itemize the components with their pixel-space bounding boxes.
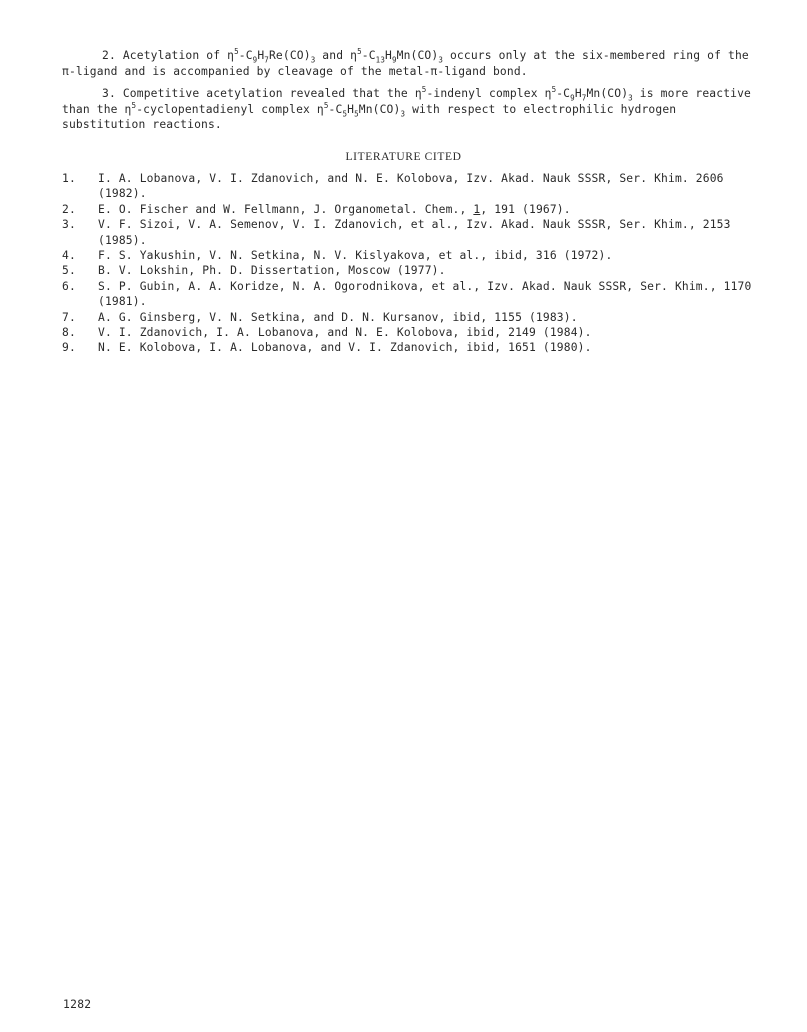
reference-number: 9. bbox=[62, 341, 76, 355]
superscript: 5 bbox=[131, 100, 137, 110]
reference-text: N. E. Kolobova, I. A. Lobanova, and V. I. Zdanovich, ibid, 1651 (1980). bbox=[98, 341, 592, 355]
subscript: 9 bbox=[570, 93, 575, 103]
reference-text: I. A. Lobanova, V. I. Zdanovich, and N. E. Kolobova, Izv. Akad. Nauk SSSR, Ser. Khim. 2606 (1982). bbox=[98, 172, 724, 201]
text-run: Acetylation of η bbox=[122, 49, 235, 62]
reference-item bbox=[62, 202, 762, 217]
reference-number: 6. bbox=[62, 279, 76, 293]
reference-item bbox=[62, 171, 762, 202]
conclusion-item-2 bbox=[62, 48, 752, 79]
text-run: occurs only at the six-membered ring of the π-ligand and is accompanied by cleavage of the metal-π-ligand bond. bbox=[62, 49, 749, 78]
reference-text: V. I. Zdanovich, I. A. Lobanova, and N. E. Kolobova, ibid, 2149 (1984). bbox=[98, 326, 592, 340]
reference-number: 3. bbox=[62, 218, 76, 232]
reference-text: S. P. Gubin, A. A. Koridze, N. A. Ogorodnikova, et al., Izv. Akad. Nauk SSSR, Ser. Khim., 1170 (1981). bbox=[98, 279, 752, 309]
reference-text: B. V. Lokshin, Ph. D. Dissertation, Moscow (1977). bbox=[98, 264, 446, 278]
subscript: 7 bbox=[581, 93, 587, 103]
page-number: 1282 bbox=[63, 998, 92, 1011]
conclusion-number: 3. bbox=[102, 87, 116, 100]
reference-number: 1. bbox=[62, 172, 76, 185]
superscript: 5 bbox=[551, 85, 557, 95]
reference-item bbox=[62, 217, 762, 248]
text-run: -C bbox=[328, 102, 343, 116]
reference-item bbox=[62, 325, 762, 340]
conclusion-number: 2. bbox=[102, 49, 116, 62]
reference-text-part: E. O. Fischer and W. Fellmann, J. Organometal. Chem., bbox=[98, 202, 474, 216]
reference-number: 8. bbox=[62, 326, 76, 340]
subscript: 3 bbox=[310, 55, 316, 65]
reference-list bbox=[62, 171, 762, 356]
reference-number: 7. bbox=[62, 310, 76, 324]
reference-text: V. F. Sizoi, V. A. Semenov, V. I. Zdanovich, et al., Izv. Akad. Nauk SSSR, Ser. Khim., 2153 (1985). bbox=[98, 218, 731, 247]
text-run: -C bbox=[361, 49, 376, 62]
text-run: H bbox=[574, 87, 582, 100]
subscript: 3 bbox=[400, 108, 406, 118]
literature-cited-heading: LITERATURE CITED bbox=[345, 151, 462, 163]
text-run: -cyclopentadienyl complex η bbox=[136, 102, 324, 116]
reference-text-part: , 191 (1967). bbox=[480, 202, 571, 216]
subscript: 3 bbox=[438, 55, 444, 65]
superscript: 5 bbox=[234, 47, 239, 57]
subscript: 7 bbox=[264, 55, 269, 65]
subscript: 5 bbox=[342, 108, 348, 118]
superscript: 5 bbox=[323, 100, 329, 110]
text-run: Re(CO) bbox=[268, 49, 311, 62]
text-run: Mn(CO) bbox=[358, 102, 401, 116]
text-run: -indenyl complex η bbox=[426, 87, 552, 100]
reference-item bbox=[62, 310, 762, 325]
text-run: H bbox=[257, 49, 265, 62]
reference-number: 5. bbox=[62, 264, 76, 278]
text-run: and η bbox=[315, 49, 358, 62]
reference-text bbox=[98, 202, 762, 217]
subscript: 9 bbox=[391, 55, 397, 65]
text-run: Competitive acetylation revealed that the η bbox=[122, 87, 422, 100]
reference-item bbox=[62, 248, 762, 263]
reference-volume: 1 bbox=[473, 202, 481, 216]
subscript: 13 bbox=[375, 55, 385, 65]
subscript: 3 bbox=[628, 93, 633, 103]
subscript: 5 bbox=[354, 108, 359, 118]
reference-item bbox=[62, 279, 762, 310]
subscript: 9 bbox=[252, 55, 258, 65]
conclusion-item-3 bbox=[62, 86, 752, 133]
reference-number: 4. bbox=[62, 249, 76, 263]
text-run: with respect to electrophilic hydrogen substitution reactions. bbox=[62, 102, 677, 131]
reference-item bbox=[62, 263, 762, 278]
reference-item bbox=[62, 340, 762, 355]
text-run: -C bbox=[238, 49, 253, 62]
text-run: H bbox=[385, 49, 392, 62]
reference-number: 2. bbox=[62, 202, 76, 216]
text-run: is more reactive than the η bbox=[62, 87, 752, 116]
text-run: -C bbox=[556, 87, 571, 100]
reference-text: A. G. Ginsberg, V. N. Setkina, and D. N. Kursanov, ibid, 1155 (1983). bbox=[98, 310, 578, 324]
text-run: H bbox=[347, 102, 355, 116]
reference-text: F. S. Yakushin, V. N. Setkina, N. V. Kislyakova, et al., ibid, 316 (1972). bbox=[98, 249, 613, 263]
superscript: 5 bbox=[357, 47, 362, 57]
superscript: 5 bbox=[421, 85, 427, 95]
text-run: Mn(CO) bbox=[586, 87, 629, 100]
text-run: Mn(CO) bbox=[396, 49, 439, 62]
